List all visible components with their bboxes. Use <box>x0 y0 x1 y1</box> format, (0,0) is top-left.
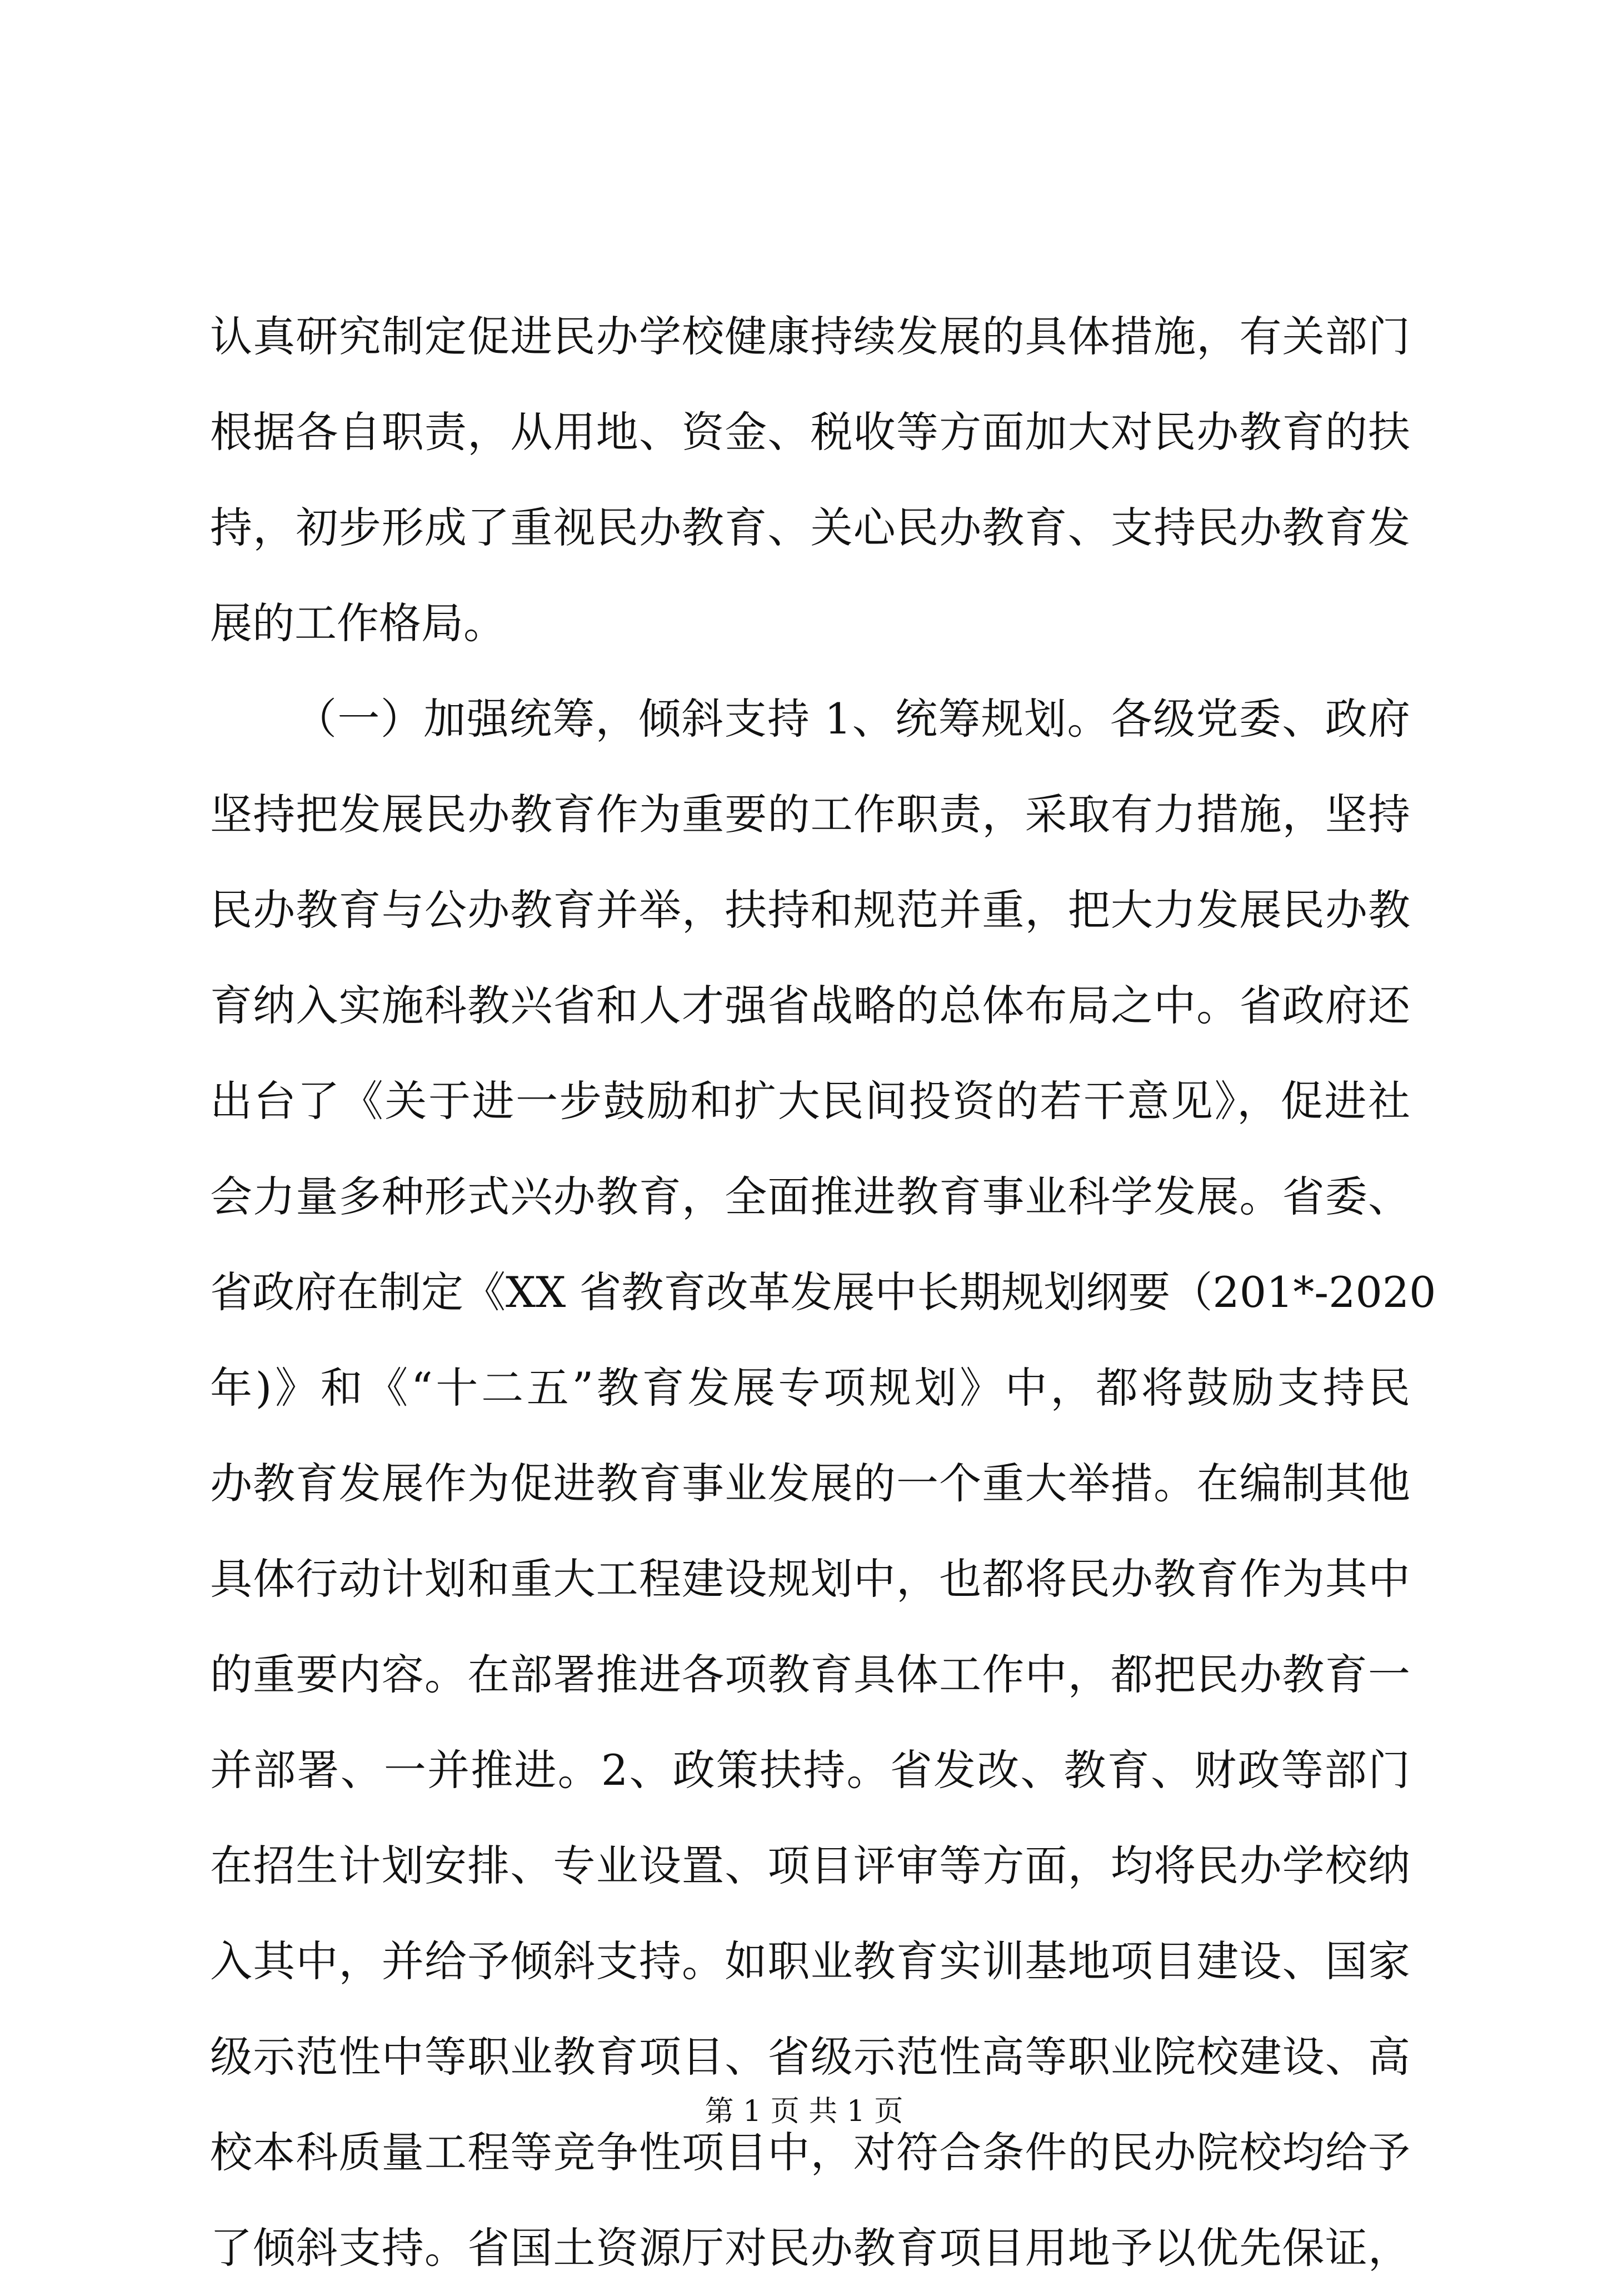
text-line: 省政府在制定《XX 省教育改革发展中长期规划纲要（201*-2020 <box>210 1267 1436 1317</box>
page-footer: 第 1 页 共 1 页 <box>705 2095 903 2128</box>
text-line: 出台了《关于进一步鼓励和扩大民间投资的若干意见》，促进社 <box>210 1076 1410 1126</box>
text-line: 级示范性中等职业教育项目、省级示范性高等职业院校建设、高 <box>210 2032 1410 2082</box>
text-line: 并部署、一并推进。2、政策扶持。省发改、教育、财政等部门 <box>210 1745 1410 1795</box>
text-line: 具体行动计划和重大工程建设规划中，也都将民办教育作为其中 <box>210 1554 1410 1604</box>
text-line: 会力量多种形式兴办教育，全面推进教育事业科学发展。省委、 <box>210 1172 1410 1221</box>
body-text <box>210 289 1436 2296</box>
text-line: 校本科质量工程等竞争性项目中，对符合条件的民办院校均给予 <box>210 2128 1410 2177</box>
text-line: 认真研究制定促进民办学校健康持续发展的具体措施，有关部门 <box>210 312 1410 361</box>
text-line: 持，初步形成了重视民办教育、关心民办教育、支持民办教育发 <box>210 503 1410 552</box>
text-line: 的重要内容。在部署推进各项教育具体工作中，都把民办教育一 <box>210 1650 1410 1699</box>
text-line: 了倾斜支持。省国土资源厅对民办教育项目用地予以优先保证， <box>210 2223 1410 2273</box>
text-line: 在招生计划安排、专业设置、项目评审等方面，均将民办学校纳 <box>210 1841 1410 1890</box>
text-line: 办教育发展作为促进教育事业发展的一个重大举措。在编制其他 <box>210 1459 1410 1508</box>
text-line: 育纳入实施科教兴省和人才强省战略的总体布局之中。省政府还 <box>210 981 1410 1030</box>
text-line: 根据各自职责，从用地、资金、税收等方面加大对民办教育的扶 <box>210 407 1410 457</box>
text-line: 展的工作格局。 <box>210 598 506 648</box>
text-line: 民办教育与公办教育并举，扶持和规范并重，把大力发展民办教 <box>210 885 1410 935</box>
text-line: 年)》和《“十二五”教育发展专项规划》中，都将鼓励支持民 <box>210 1363 1410 1412</box>
paragraph-first-line: （一）加强统筹，倾斜支持 1、统筹规划。各级党委、政府 <box>294 694 1410 743</box>
text-line: 入其中，并给予倾斜支持。如职业教育实训基地项目建设、国家 <box>210 1936 1410 1986</box>
text-line: 坚持把发展民办教育作为重要的工作职责，采取有力措施，坚持 <box>210 790 1410 839</box>
